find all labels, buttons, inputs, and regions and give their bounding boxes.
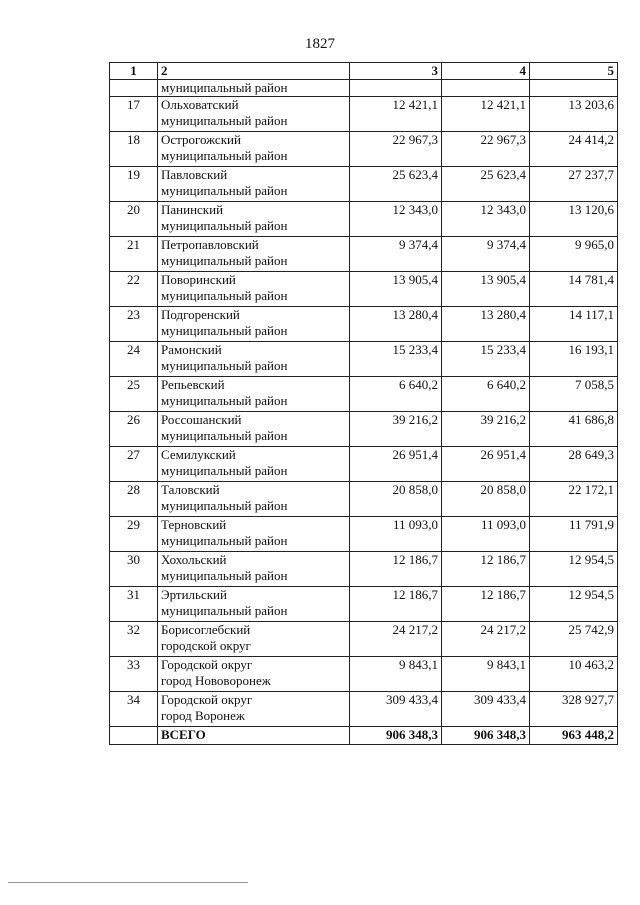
- municipality-name: [158, 692, 350, 727]
- continuation-row: [110, 80, 618, 97]
- name-line-1: Острогожский: [161, 132, 241, 147]
- name-line-2: муниципальный район: [161, 533, 288, 548]
- municipality-name: [158, 307, 350, 342]
- municipality-name: [158, 482, 350, 517]
- value-col3: 22 967,3: [350, 132, 442, 167]
- value-col5: 14 117,1: [530, 307, 618, 342]
- municipality-name: [158, 587, 350, 622]
- table-row: [110, 587, 618, 622]
- name-line-1: Павловский: [161, 167, 228, 182]
- name-line-1: Семилукский: [161, 447, 236, 462]
- value-col3: 24 217,2: [350, 622, 442, 657]
- value-col3: 12 186,7: [350, 587, 442, 622]
- value-col5: 24 414,2: [530, 132, 618, 167]
- value-col3: 26 951,4: [350, 447, 442, 482]
- value-col3: 11 093,0: [350, 517, 442, 552]
- row-number: 21: [110, 237, 158, 272]
- value-col4: 6 640,2: [442, 377, 530, 412]
- name-line-1: Панинский: [161, 202, 224, 217]
- column-header: 3: [350, 63, 442, 80]
- table-row: [110, 517, 618, 552]
- table-row: [110, 412, 618, 447]
- continuation-text: муниципальный район: [158, 80, 350, 97]
- value-col3: 9 843,1: [350, 657, 442, 692]
- value-col4: 12 186,7: [442, 552, 530, 587]
- name-line-1: Борисоглебский: [161, 622, 251, 637]
- value-col3: 15 233,4: [350, 342, 442, 377]
- row-number: 19: [110, 167, 158, 202]
- value-col4: 24 217,2: [442, 622, 530, 657]
- column-header: 5: [530, 63, 618, 80]
- table-row: [110, 692, 618, 727]
- name-line-1: Россошанский: [161, 412, 242, 427]
- total-value: 963 448,2: [530, 727, 618, 745]
- column-header: 2: [158, 63, 350, 80]
- value-col4: 22 967,3: [442, 132, 530, 167]
- name-line-2: муниципальный район: [161, 358, 288, 373]
- table-row: [110, 132, 618, 167]
- value-col4: 39 216,2: [442, 412, 530, 447]
- total-value: 906 348,3: [442, 727, 530, 745]
- row-number: 33: [110, 657, 158, 692]
- table-row: [110, 552, 618, 587]
- bottom-divider: [8, 882, 248, 883]
- value-col5: 41 686,8: [530, 412, 618, 447]
- table-row: [110, 377, 618, 412]
- value-col4: 11 093,0: [442, 517, 530, 552]
- row-number: 25: [110, 377, 158, 412]
- municipality-name: [158, 237, 350, 272]
- value-col4: 15 233,4: [442, 342, 530, 377]
- municipality-name: [158, 447, 350, 482]
- name-line-1: Рамонский: [161, 342, 222, 357]
- value-col5: 28 649,3: [530, 447, 618, 482]
- value-col3: 9 374,4: [350, 237, 442, 272]
- total-label: ВСЕГО: [158, 727, 350, 745]
- value-col4: 12 343,0: [442, 202, 530, 237]
- name-line-1: Петропавловский: [161, 237, 259, 252]
- name-line-2: муниципальный район: [161, 218, 288, 233]
- value-col5: 9 965,0: [530, 237, 618, 272]
- row-number: 29: [110, 517, 158, 552]
- row-number: 18: [110, 132, 158, 167]
- value-col5: 22 172,1: [530, 482, 618, 517]
- page-number: 1827: [305, 36, 335, 52]
- value-col3: 12 421,1: [350, 97, 442, 132]
- municipality-name: [158, 202, 350, 237]
- name-line-2: муниципальный район: [161, 253, 288, 268]
- table-row: [110, 447, 618, 482]
- value-col4: 13 280,4: [442, 307, 530, 342]
- value-col5: 27 237,7: [530, 167, 618, 202]
- table-row: [110, 272, 618, 307]
- name-line-1: Городской округ: [161, 692, 253, 707]
- value-col4: 9 374,4: [442, 237, 530, 272]
- name-line-2: город Воронеж: [161, 708, 245, 723]
- name-line-2: городской округ: [161, 638, 251, 653]
- name-line-1: Терновский: [161, 517, 227, 532]
- name-line-1: Хохольский: [161, 552, 227, 567]
- row-number: 22: [110, 272, 158, 307]
- municipality-name: [158, 97, 350, 132]
- value-col3: 25 623,4: [350, 167, 442, 202]
- row-number: 17: [110, 97, 158, 132]
- value-col4: 309 433,4: [442, 692, 530, 727]
- table-row: [110, 622, 618, 657]
- value-col4: 26 951,4: [442, 447, 530, 482]
- value-col5: 16 193,1: [530, 342, 618, 377]
- name-line-1: Городской округ: [161, 657, 253, 672]
- value-col3: 39 216,2: [350, 412, 442, 447]
- name-line-2: муниципальный район: [161, 498, 288, 513]
- name-line-2: муниципальный район: [161, 148, 288, 163]
- municipality-name: [158, 517, 350, 552]
- name-line-2: муниципальный район: [161, 463, 288, 478]
- table-row: [110, 97, 618, 132]
- table-row: [110, 342, 618, 377]
- name-line-2: муниципальный район: [161, 113, 288, 128]
- table-row: [110, 657, 618, 692]
- value-col4: 12 186,7: [442, 587, 530, 622]
- municipality-name: [158, 132, 350, 167]
- name-line-2: муниципальный район: [161, 603, 288, 618]
- value-col5: 11 791,9: [530, 517, 618, 552]
- municipality-name: [158, 412, 350, 447]
- name-line-2: муниципальный район: [161, 288, 288, 303]
- name-line-2: муниципальный район: [161, 428, 288, 443]
- table-row: [110, 237, 618, 272]
- municipality-name: [158, 342, 350, 377]
- value-col5: 25 742,9: [530, 622, 618, 657]
- row-number: 24: [110, 342, 158, 377]
- value-col4: 9 843,1: [442, 657, 530, 692]
- municipality-name: [158, 377, 350, 412]
- table-row: [110, 167, 618, 202]
- value-col3: 12 343,0: [350, 202, 442, 237]
- name-line-1: Репьевский: [161, 377, 225, 392]
- row-number: 26: [110, 412, 158, 447]
- value-col3: 309 433,4: [350, 692, 442, 727]
- table-row: [110, 202, 618, 237]
- name-line-1: Подгоренский: [161, 307, 240, 322]
- name-line-2: муниципальный район: [161, 183, 288, 198]
- row-number: 20: [110, 202, 158, 237]
- total-row: [110, 727, 618, 745]
- table-row: [110, 482, 618, 517]
- value-col4: 20 858,0: [442, 482, 530, 517]
- value-col5: 13 120,6: [530, 202, 618, 237]
- row-number: 31: [110, 587, 158, 622]
- value-col5: 13 203,6: [530, 97, 618, 132]
- name-line-1: Таловский: [161, 482, 220, 497]
- row-number: 27: [110, 447, 158, 482]
- value-col3: 20 858,0: [350, 482, 442, 517]
- name-line-2: муниципальный район: [161, 393, 288, 408]
- value-col5: 14 781,4: [530, 272, 618, 307]
- name-line-2: муниципальный район: [161, 323, 288, 338]
- name-line-1: Ольховатский: [161, 97, 239, 112]
- value-col4: 12 421,1: [442, 97, 530, 132]
- value-col5: 7 058,5: [530, 377, 618, 412]
- value-col5: 10 463,2: [530, 657, 618, 692]
- value-col5: 12 954,5: [530, 552, 618, 587]
- value-col3: 6 640,2: [350, 377, 442, 412]
- table-row: [110, 307, 618, 342]
- municipality-name: [158, 167, 350, 202]
- value-col5: 12 954,5: [530, 587, 618, 622]
- row-number: 23: [110, 307, 158, 342]
- municipality-name: [158, 552, 350, 587]
- budget-table: [109, 62, 618, 745]
- value-col4: 13 905,4: [442, 272, 530, 307]
- municipality-name: [158, 622, 350, 657]
- column-header: 4: [442, 63, 530, 80]
- value-col5: 328 927,7: [530, 692, 618, 727]
- name-line-2: город Нововоронеж: [161, 673, 271, 688]
- total-value: 906 348,3: [350, 727, 442, 745]
- name-line-1: Эртильский: [161, 587, 227, 602]
- row-number: 28: [110, 482, 158, 517]
- municipality-name: [158, 272, 350, 307]
- value-col4: 25 623,4: [442, 167, 530, 202]
- table-header-row: [110, 63, 618, 80]
- municipality-name: [158, 657, 350, 692]
- row-number: 34: [110, 692, 158, 727]
- name-line-1: Поворинский: [161, 272, 236, 287]
- value-col3: 12 186,7: [350, 552, 442, 587]
- value-col3: 13 905,4: [350, 272, 442, 307]
- row-number: 30: [110, 552, 158, 587]
- row-number: 32: [110, 622, 158, 657]
- column-header: 1: [110, 63, 158, 80]
- value-col3: 13 280,4: [350, 307, 442, 342]
- name-line-2: муниципальный район: [161, 568, 288, 583]
